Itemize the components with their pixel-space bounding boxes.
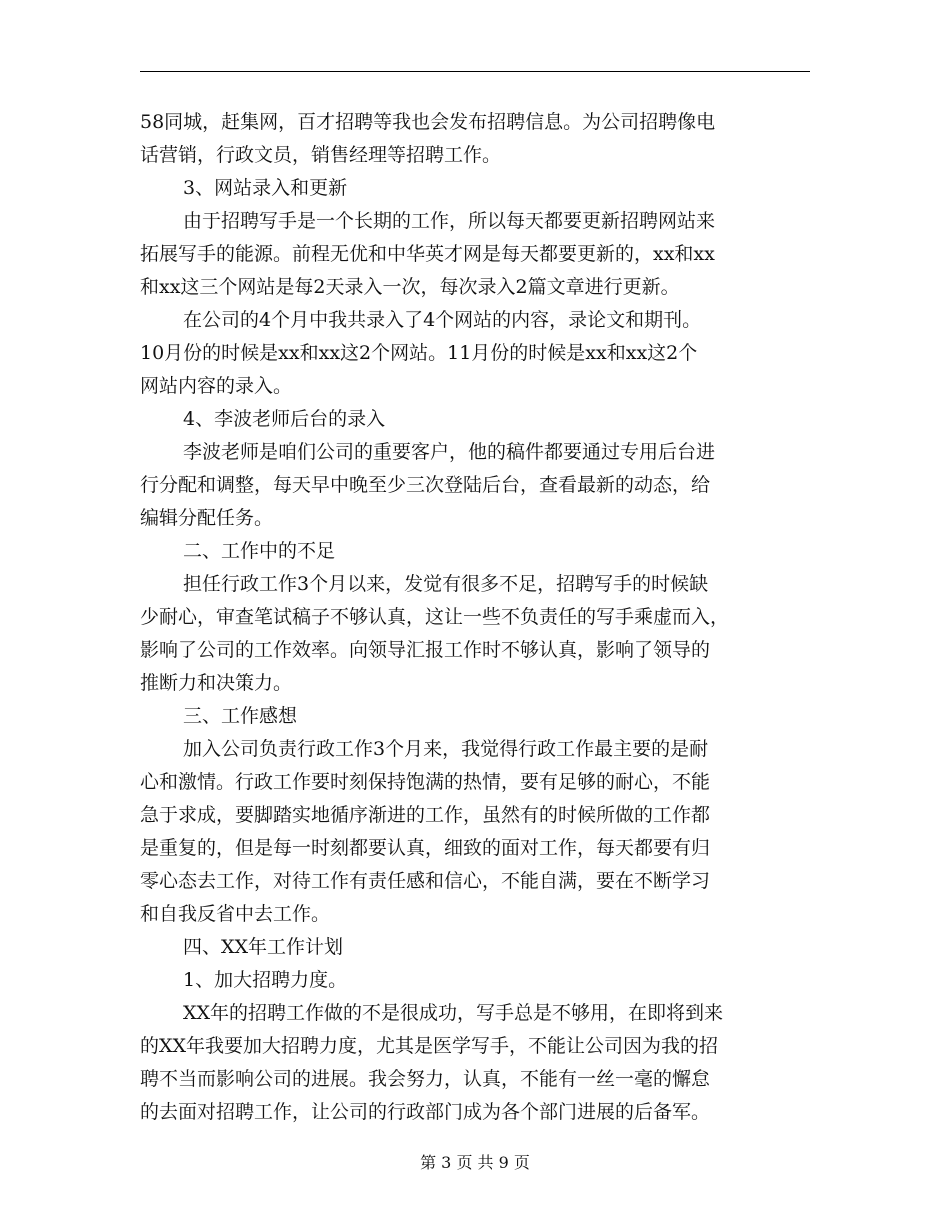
text-line: 行分配和调整，每天早中晚至少三次登陆后台，查看最新的动态，给: [140, 474, 711, 496]
text-line: 是重复的，但是每一时刻都要认真，细致的面对工作，每天都要有归: [140, 837, 711, 859]
text-line: 二、工作中的不足: [183, 540, 336, 562]
text-line: 少耐心，审查笔试稿子不够认真，这让一些不负责任的写手乘虚而入，: [140, 606, 730, 628]
text-line: 1、加大招聘力度。: [183, 969, 348, 991]
text-line: 3、网站录入和更新: [183, 177, 348, 199]
text-line: 加入公司负责行政工作3个月来，我觉得行政工作最主要的是耐: [183, 738, 709, 760]
text-line: 担任行政工作3个月以来，发觉有很多不足，招聘写手的时候缺: [183, 573, 709, 595]
text-line: 由于招聘写手是一个长期的工作，所以每天都要更新招聘网站来: [183, 210, 716, 232]
text-line: 和xx这三个网站是每2天录入一次，每次录入2篇文章进行更新。: [140, 276, 680, 298]
text-line: 急于求成，要脚踏实地循序渐进的工作，虽然有的时候所做的工作都: [140, 804, 711, 826]
text-line: 的去面对招聘工作，让公司的行政部门成为各个部门进展的后备军。: [140, 1101, 711, 1123]
text-line: 心和激情。行政工作要时刻保持饱满的热情，要有足够的耐心，不能: [140, 771, 711, 793]
text-line: 推断力和决策力。: [140, 672, 293, 694]
text-line: 网站内容的录入。: [140, 375, 293, 397]
text-line: 编辑分配任务。: [140, 507, 274, 529]
text-line: XX年的招聘工作做的不是很成功，写手总是不够用，在即将到来: [183, 1002, 724, 1024]
text-line: 聘不当而影响公司的进展。我会努力，认真，不能有一丝一毫的懈怠: [140, 1068, 711, 1090]
text-line: 拓展写手的能源。前程无优和中华英才网是每天都要更新的，xx和xx: [140, 243, 715, 265]
text-line: 李波老师是咱们公司的重要客户，他的稿件都要通过专用后台进: [183, 441, 716, 463]
page-number: 第 3 页 共 9 页: [420, 1153, 530, 1172]
text-line: 和自我反省中去工作。: [140, 903, 331, 925]
text-line: 的XX年我要加大招聘力度，尤其是医学写手，不能让公司因为我的招: [140, 1035, 719, 1057]
text-line: 10月份的时候是xx和xx这2个网站。11月份的时候是xx和xx这2个: [140, 342, 698, 364]
text-line: 三、工作感想: [183, 705, 298, 727]
text-line: 零心态去工作，对待工作有责任感和信心，不能自满，要在不断学习: [140, 870, 711, 892]
text-line: 58同城，赶集网，百才招聘等我也会发布招聘信息。为公司招聘像电: [140, 111, 716, 133]
text-line: 影响了公司的工作效率。向领导汇报工作时不够认真，影响了领导的: [140, 639, 711, 661]
text-line: 四、XX年工作计划: [183, 936, 344, 958]
document-body: [140, 106, 810, 1129]
text-line: 4、李波老师后台的录入: [183, 408, 386, 430]
text-line: 在公司的4个月中我共录入了4个网站的内容，录论文和期刊。: [183, 309, 702, 331]
header-rule: [140, 71, 810, 72]
text-line: 话营销，行政文员，销售经理等招聘工作。: [140, 144, 502, 166]
